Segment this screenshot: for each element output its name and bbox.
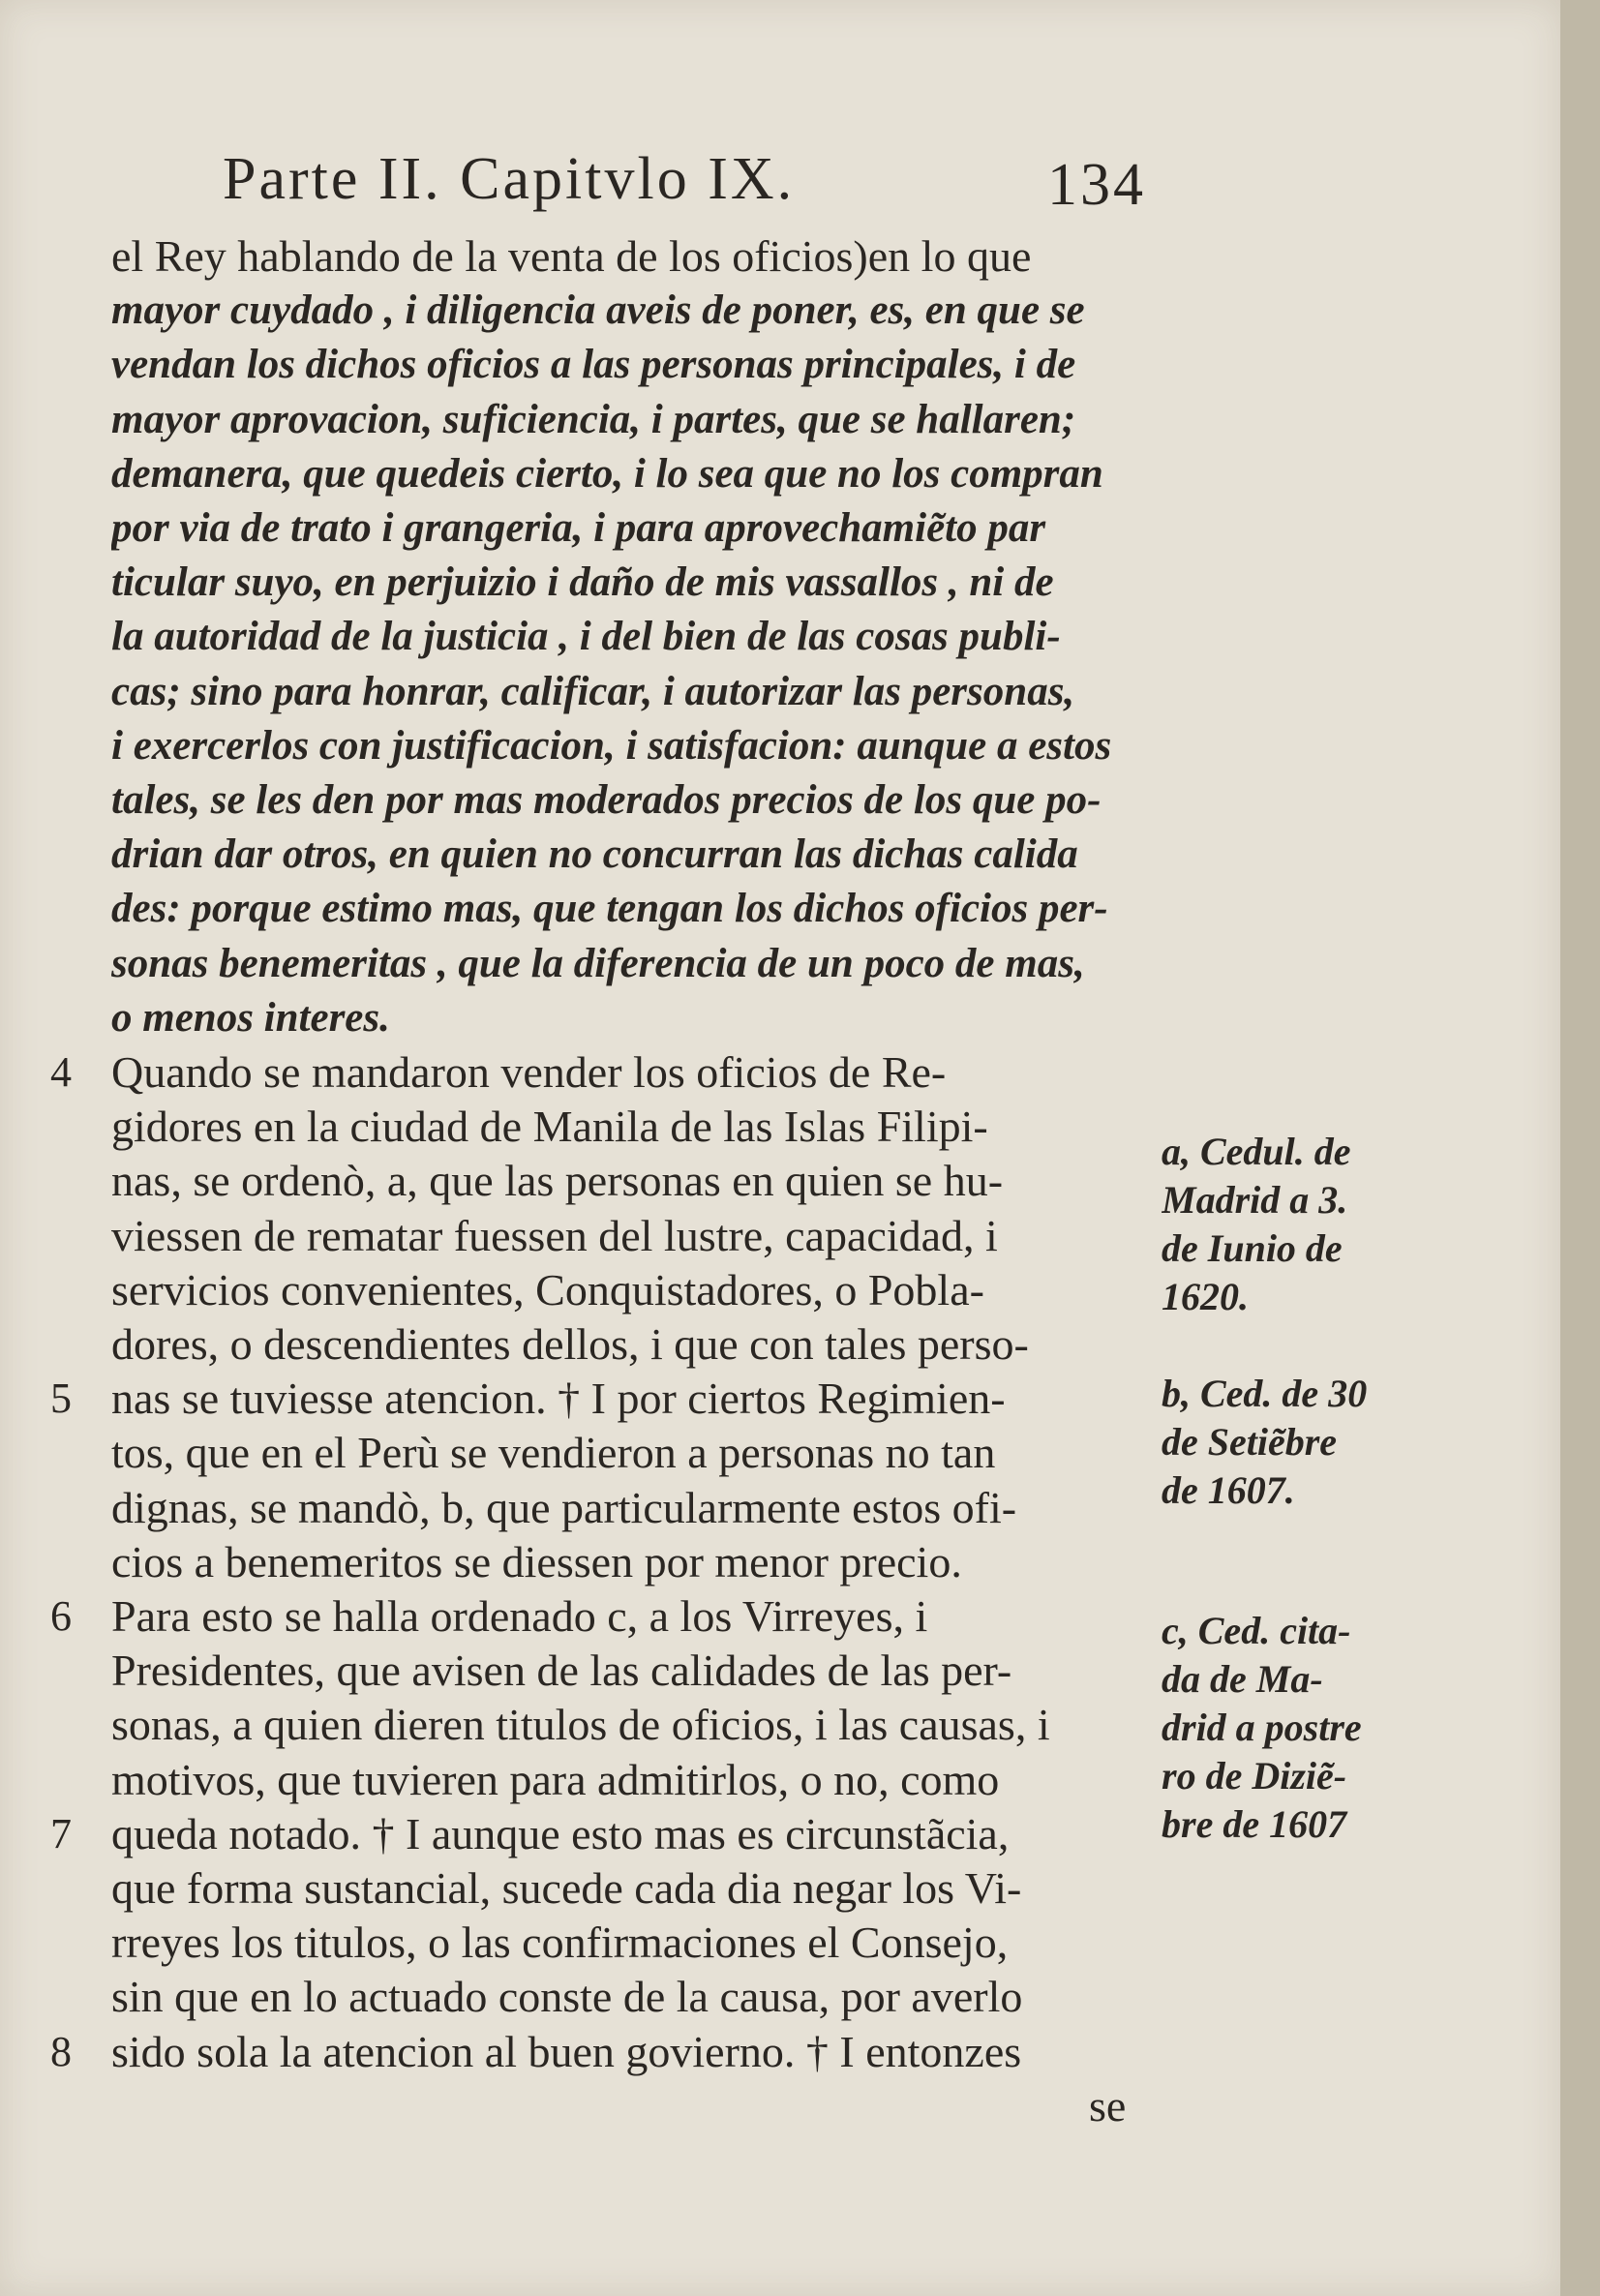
text-line: mayor aprovacion, suficiencia, i partes, que se hallaren; xyxy=(111,396,1076,442)
header-title: Parte II. Capitvlo IX. xyxy=(223,146,796,212)
text-line: gidores en la ciudad de Manila de las Islas Filipi- xyxy=(111,1102,988,1152)
margin-note-line: drid a postre xyxy=(1162,1706,1362,1749)
text-line: mayor cuydado , i diligencia aveis de poner, es, en que se xyxy=(111,287,1085,334)
text-line: viessen de rematar fuessen del lustre, capacidad, i xyxy=(111,1210,998,1260)
text-line: des: porque estimo mas, que tengan los dichos oficios per- xyxy=(111,886,1108,932)
text-line: Para esto se halla ordenado c, a los Virreyes, i xyxy=(111,1591,928,1641)
text-line: sin que en lo actuado conste de la causa, por averlo xyxy=(111,1972,1023,2022)
margin-note-line: 1620. xyxy=(1162,1275,1249,1318)
text-line: demanera, que quedeis cierto, i lo sea que no los compran xyxy=(111,450,1103,497)
text-line: cas; sino para honrar, calificar, i autorizar las personas, xyxy=(111,668,1075,714)
margin-note-line: b, Ced. de 30 xyxy=(1162,1372,1368,1415)
text-line: drian dar otros, en quien no concurran las dichas calida xyxy=(111,831,1078,878)
paragraph-number: 8 xyxy=(50,2027,72,2075)
text-line: que forma sustancial, sucede cada dia negar los Vi- xyxy=(111,1863,1022,1913)
text-line: i exercerlos con justificacion, i satisfacion: aunque a estos xyxy=(111,722,1112,769)
text-line: rreyes los titulos, o las confirmaciones el Consejo, xyxy=(111,1918,1009,1968)
text-line: queda notado. † I aunque esto mas es circunstãcia, xyxy=(111,1808,1010,1858)
text-line: tos, que en el Perù se vendieron a personas no tan xyxy=(111,1428,996,1478)
margin-note-line: de Setiẽbre xyxy=(1162,1420,1338,1464)
margin-note-line: c, Ced. cita- xyxy=(1162,1609,1351,1652)
text-line: sido sola la atencion al buen govierno. † I entonzes xyxy=(111,2026,1022,2076)
text-line: por via de trato i grangeria, i para aprovechamiẽto par xyxy=(111,505,1046,551)
text-line: cios a benemeritos se diessen por menor precio. xyxy=(111,1536,962,1586)
text-line: o menos interes. xyxy=(111,994,390,1041)
margin-note-line: a, Cedul. de xyxy=(1162,1130,1351,1173)
text-line: motivos, que tuvieren para admitirlos, o no, como xyxy=(111,1754,1000,1804)
text-line: el Rey hablando de la venta de los oficios)en lo que xyxy=(111,231,1032,281)
margin-note-line: ro de Diziẽ- xyxy=(1162,1754,1347,1798)
margin-note-line: Madrid a 3. xyxy=(1162,1178,1348,1222)
text-line: nas se tuviesse atencion. † I por ciertos Regimien- xyxy=(111,1374,1006,1424)
text-line: dores, o descendientes dellos, i que con tales perso- xyxy=(111,1319,1029,1369)
margin-note-line: de Iunio de xyxy=(1162,1226,1343,1270)
text-line: vendan los dichos oficios a las personas principales, i de xyxy=(111,342,1076,388)
text-line: servicios convenientes, Conquistadores, o Pobla- xyxy=(111,1264,984,1314)
paragraph-number: 4 xyxy=(50,1048,72,1096)
text-line: tales, se les den por mas moderados precios de los que po- xyxy=(111,777,1102,823)
page-number: 134 xyxy=(1047,152,1146,218)
text-line: la autoridad de la justicia , i del bien de las cosas publi- xyxy=(111,614,1061,660)
text-line: Presidentes, que avisen de las calidades de las per- xyxy=(111,1646,1012,1696)
text-line: sonas, a quien dieren titulos de oficios, i las causas, i xyxy=(111,1700,1050,1750)
margin-note-line: bre de 1607 xyxy=(1162,1802,1347,1846)
paragraph-number: 5 xyxy=(50,1375,72,1423)
text-line: sonas benemeritas , que la diferencia de un poco de mas, xyxy=(111,940,1085,986)
text-line: se xyxy=(1089,2080,1127,2130)
running-header xyxy=(223,145,1191,223)
page-edge xyxy=(1560,0,1600,2296)
text-line: dignas, se mandò, b, que particularmente estos ofi- xyxy=(111,1482,1017,1532)
text-line: nas, se ordenò, a, que las personas en quien se hu- xyxy=(111,1156,1004,1206)
margin-note-line: de 1607. xyxy=(1162,1468,1295,1512)
paragraph-number: 6 xyxy=(50,1592,72,1640)
text-line: Quando se mandaron vender los oficios de Re- xyxy=(111,1047,947,1097)
margin-note-line: da de Ma- xyxy=(1162,1657,1323,1701)
text-line: ticular suyo, en perjuizio i daño de mis vassallos , ni de xyxy=(111,559,1054,606)
paragraph-number: 7 xyxy=(50,1809,72,1858)
